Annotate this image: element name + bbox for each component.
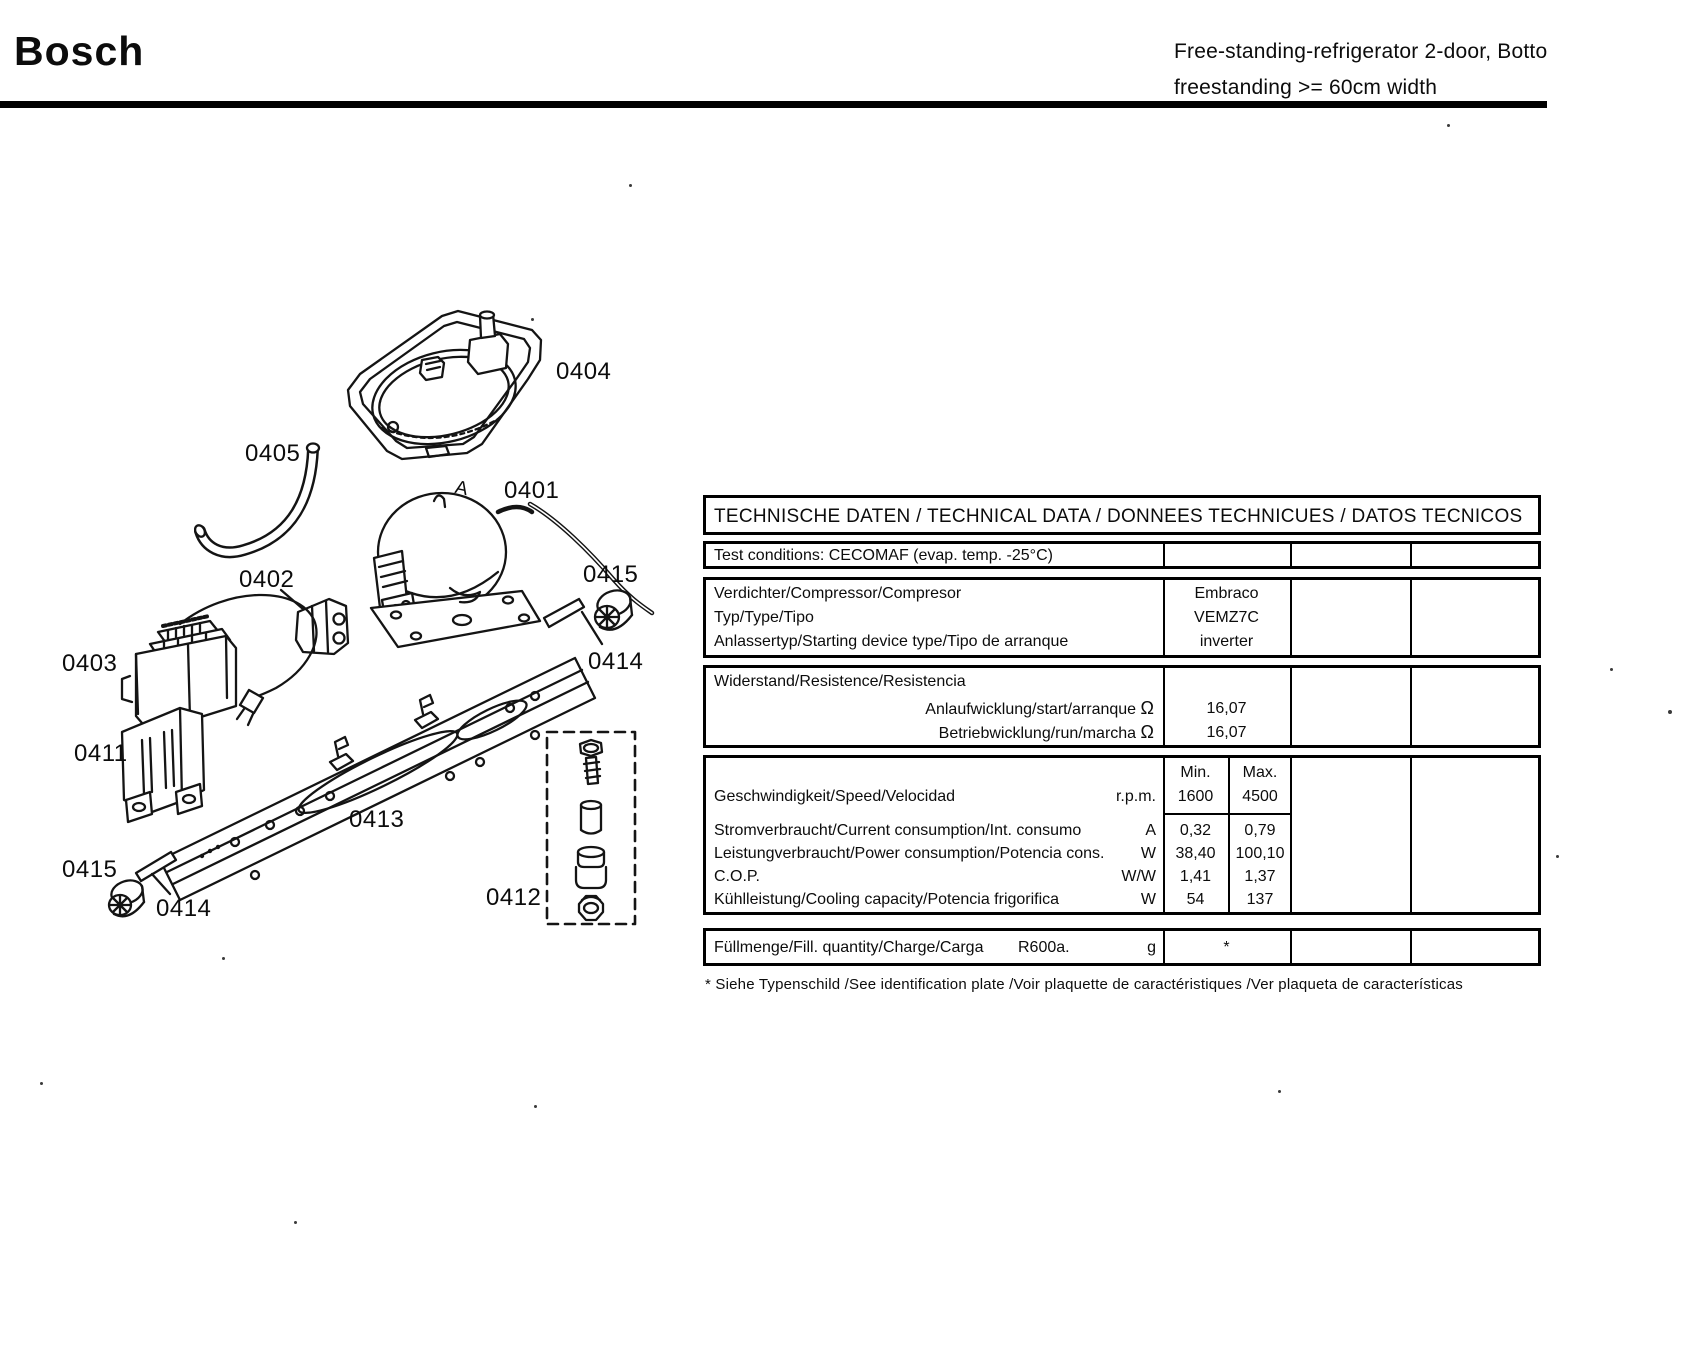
compressor-value-starter: inverter	[1199, 633, 1254, 650]
part-label-0403: 0403	[62, 650, 118, 677]
part-label-0414-lower: 0414	[156, 895, 212, 922]
cooling-max: 137	[1246, 891, 1274, 908]
table-test-conditions-block	[703, 541, 1541, 569]
part-label-0415-upper: 0415	[583, 561, 639, 588]
scan-speck	[1668, 710, 1672, 714]
charge-refrigerant: R600a.	[1018, 939, 1070, 956]
part-label-0404: 0404	[556, 358, 612, 385]
scan-speck	[1278, 1090, 1281, 1093]
document-title-line2: freestanding >= 60cm width	[1174, 76, 1438, 99]
scan-speck	[40, 1082, 43, 1085]
cop-min: 1,41	[1179, 868, 1212, 885]
resistance-run-value: 16,07	[1206, 724, 1247, 741]
brand-logo: Bosch	[14, 28, 145, 74]
compressor-marking: A	[453, 476, 470, 501]
speed-min: 1600	[1177, 788, 1214, 805]
table-title: TECHNISCHE DATEN / TECHNICAL DATA / DONNEES TECHNICUES / DATOS TECNICOS	[714, 506, 1523, 527]
cop-unit: W/W	[1121, 868, 1156, 885]
cooling-label: Kühlleistung/Cooling capacity/Potencia frigorifica	[714, 891, 1060, 908]
resistance-start-value: 16,07	[1206, 700, 1247, 717]
resistance-title: Widerstand/Resistence/Resistencia	[714, 673, 966, 690]
part-0412-fastener-kit	[547, 732, 635, 924]
part-0404-evaporation-tray	[348, 311, 541, 459]
exploded-parts-diagram	[30, 300, 690, 960]
scan-speck	[531, 318, 534, 321]
part-0411-bracket	[122, 708, 204, 822]
part-label-0414-upper: 0414	[588, 648, 644, 675]
part-label-0411: 0411	[74, 740, 128, 767]
ohm-symbol: Ω	[1140, 722, 1154, 742]
cop-label: C.O.P.	[714, 868, 760, 885]
table-title-block	[703, 495, 1541, 535]
part-0415-grommet-upper	[594, 586, 634, 629]
part-label-0401: 0401	[504, 477, 560, 504]
cooling-min: 54	[1186, 891, 1205, 908]
compressor-value-brand: Embraco	[1194, 585, 1259, 602]
part-0414-pin-upper	[544, 599, 602, 644]
current-max: 0,79	[1244, 822, 1276, 839]
table-resistance-block	[703, 665, 1541, 748]
scan-speck	[294, 1221, 297, 1224]
compressor-value-type: VEMZ7C	[1194, 609, 1259, 626]
current-label: Stromverbraucht/Current consumption/Int. consumo	[714, 822, 1082, 839]
part-label-0412: 0412	[486, 884, 542, 911]
charge-value: *	[1223, 939, 1230, 956]
speed-label: Geschwindigkeit/Speed/Velocidad	[714, 788, 956, 805]
power-max: 100,10	[1235, 845, 1285, 862]
scan-speck	[1610, 668, 1613, 671]
cooling-unit: W	[1140, 891, 1156, 908]
power-label: Leistungverbraucht/Power consumption/Potencia cons.	[714, 845, 1105, 862]
resistance-row-run: Betriebwicklung/run/marcha Ω	[938, 722, 1154, 742]
current-unit: A	[1145, 822, 1156, 839]
resistance-row-start: Anlaufwicklung/start/arranque Ω	[925, 698, 1154, 718]
cop-max: 1,37	[1244, 868, 1276, 885]
scan-speck	[629, 184, 632, 187]
min-column-header: Min.	[1180, 764, 1211, 781]
speed-unit: r.p.m.	[1115, 788, 1156, 805]
table-footnote: * Siehe Typenschild /See identification plate /Voir plaquette de caractéristiques /Ver plaqueta de características	[705, 976, 1463, 993]
table-compressor-block	[703, 577, 1541, 658]
scan-speck	[222, 957, 225, 960]
charge-label: Füllmenge/Fill. quantity/Charge/Carga	[714, 939, 984, 956]
ohm-symbol: Ω	[1140, 698, 1154, 718]
scan-speck	[1447, 124, 1450, 127]
test-conditions: Test conditions: CECOMAF (evap. temp. -25°C)	[714, 547, 1053, 564]
max-column-header: Max.	[1242, 764, 1278, 781]
part-label-0415-lower: 0415	[62, 856, 118, 883]
current-min: 0,32	[1179, 822, 1212, 839]
scan-speck	[534, 1105, 537, 1108]
power-unit: W	[1140, 845, 1156, 862]
table-performance-block	[703, 755, 1541, 915]
document-title-line1: Free-standing-refrigerator 2-door, Botto	[1174, 40, 1548, 63]
table-charge-block	[703, 928, 1541, 966]
document-header	[1174, 34, 1547, 106]
compressor-label-2: Typ/Type/Tipo	[714, 609, 814, 626]
part-label-0405: 0405	[245, 440, 301, 467]
scan-speck	[1556, 855, 1559, 858]
header-divider	[0, 101, 1547, 108]
part-label-0402: 0402	[239, 566, 295, 593]
speed-max: 4500	[1242, 788, 1278, 805]
power-min: 38,40	[1175, 845, 1216, 862]
charge-unit: g	[1147, 939, 1156, 956]
compressor-label-1: Verdichter/Compressor/Compresor	[714, 585, 962, 602]
part-label-0413: 0413	[349, 806, 405, 833]
compressor-label-3: Anlassertyp/Starting device type/Tipo de arranque	[714, 633, 1069, 650]
